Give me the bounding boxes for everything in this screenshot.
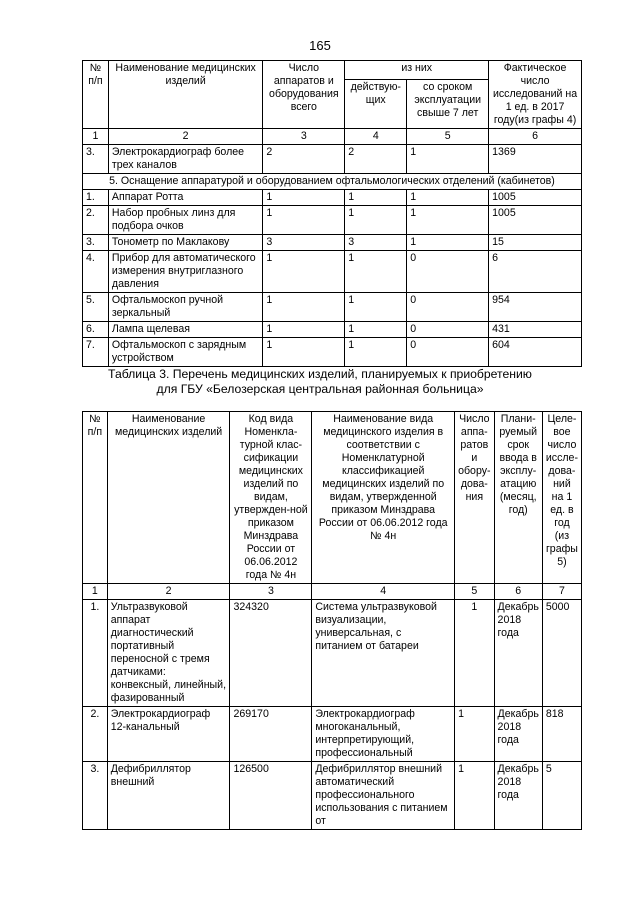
row-num: 3. xyxy=(83,235,109,251)
column-number: 3 xyxy=(263,129,345,145)
row-old: 1 xyxy=(407,145,489,174)
table-row xyxy=(83,600,582,707)
row-old: 1 xyxy=(407,235,489,251)
row-actual: 954 xyxy=(489,293,582,322)
header-count: Число аппа-ратов и обору-дова-ния xyxy=(455,412,494,584)
row-actual: 15 xyxy=(489,235,582,251)
row-code: 126500 xyxy=(230,762,312,830)
row-name: Электрокардиограф более трех каналов xyxy=(108,145,262,174)
header-num: № п/п xyxy=(83,412,108,584)
table-row xyxy=(83,145,582,174)
table-row xyxy=(83,293,582,322)
column-number: 4 xyxy=(345,129,407,145)
section-heading: 5. Оснащение аппаратурой и оборудованием офтальмологических отделений (кабинетов) xyxy=(83,174,582,190)
header-target: Целе-вое число иссле-дова-ний на 1 ед. в год (из графы 5) xyxy=(542,412,581,584)
table-row xyxy=(83,338,582,367)
table-row xyxy=(83,322,582,338)
row-num: 5. xyxy=(83,293,109,322)
row-active: 1 xyxy=(345,190,407,206)
row-old: 0 xyxy=(407,293,489,322)
table-row xyxy=(83,235,582,251)
row-num: 3. xyxy=(83,145,109,174)
row-actual: 1005 xyxy=(489,190,582,206)
column-number: 6 xyxy=(494,584,542,600)
table-row xyxy=(83,251,582,293)
header-of-which: из них xyxy=(345,61,489,80)
table-caption-line-1: Таблица 3. Перечень медицинских изделий, планируемых к приобретению xyxy=(108,367,532,381)
row-count: 1 xyxy=(263,293,345,322)
header-actual: Фактическое число исследований на 1 ед. в 2017 году(из графы 4) xyxy=(489,61,582,129)
row-num: 6. xyxy=(83,322,109,338)
row-active: 2 xyxy=(345,145,407,174)
planned-purchases-table xyxy=(82,411,582,830)
header-active: действую-щих xyxy=(345,79,407,128)
row-term: Декабрь 2018 года xyxy=(494,600,542,707)
table-caption-line-2: для ГБУ «Белозерская центральная районная больница» xyxy=(156,382,484,396)
table-row xyxy=(83,206,582,235)
header-kind: Наименование вида медицинского изделия в соответствии с Номенклатурной классификацией медицинских изделий по видам, утвержденной приказом Минздрава России от 06.06.2012 года № 4н xyxy=(312,412,455,584)
row-code: 269170 xyxy=(230,707,312,762)
row-active: 1 xyxy=(345,293,407,322)
row-name: Офтальмоскоп с зарядным устройством xyxy=(108,338,262,367)
page-number: 165 xyxy=(309,38,331,53)
row-target: 5000 xyxy=(542,600,581,707)
column-number: 4 xyxy=(312,584,455,600)
row-old: 1 xyxy=(407,190,489,206)
row-old: 1 xyxy=(407,206,489,235)
row-name: Набор пробных линз для подбора очков xyxy=(108,206,262,235)
row-actual: 6 xyxy=(489,251,582,293)
row-term: Декабрь 2018 года xyxy=(494,762,542,830)
row-count: 3 xyxy=(263,235,345,251)
row-name: Аппарат Ротта xyxy=(108,190,262,206)
header-count: Число аппаратов и оборудования всего xyxy=(263,61,345,129)
row-num: 4. xyxy=(83,251,109,293)
column-number: 5 xyxy=(455,584,494,600)
row-actual: 604 xyxy=(489,338,582,367)
row-name: Лампа щелевая xyxy=(108,322,262,338)
row-count: 1 xyxy=(263,338,345,367)
row-count: 1 xyxy=(263,322,345,338)
row-name: Дефибриллятор внешний xyxy=(107,762,230,830)
row-num: 2. xyxy=(83,206,109,235)
row-actual: 431 xyxy=(489,322,582,338)
header-name: Наименование медицинских изделий xyxy=(107,412,230,584)
row-name: Тонометр по Маклакову xyxy=(108,235,262,251)
column-number: 1 xyxy=(83,584,108,600)
row-count: 1 xyxy=(263,251,345,293)
table-row xyxy=(83,762,582,830)
row-active: 3 xyxy=(345,235,407,251)
row-count: 1 xyxy=(263,206,345,235)
column-number: 7 xyxy=(542,584,581,600)
row-old: 0 xyxy=(407,251,489,293)
row-count: 1 xyxy=(455,707,494,762)
column-number: 3 xyxy=(230,584,312,600)
row-active: 1 xyxy=(345,206,407,235)
row-count: 1 xyxy=(455,762,494,830)
row-term: Декабрь 2018 года xyxy=(494,707,542,762)
row-count: 2 xyxy=(263,145,345,174)
row-kind: Система ультразвуковой визуализации, универсальная, с питанием от батареи xyxy=(312,600,455,707)
row-num: 2. xyxy=(83,707,108,762)
row-old: 0 xyxy=(407,338,489,367)
row-active: 1 xyxy=(345,251,407,293)
column-number: 6 xyxy=(489,129,582,145)
row-count: 1 xyxy=(263,190,345,206)
row-old: 0 xyxy=(407,322,489,338)
column-number: 2 xyxy=(108,129,262,145)
row-target: 5 xyxy=(542,762,581,830)
row-num: 7. xyxy=(83,338,109,367)
row-count: 1 xyxy=(455,600,494,707)
row-name: Прибор для автоматического измерения внутриглазного давления xyxy=(108,251,262,293)
row-kind: Электрокардиограф многоканальный, интерпретирующий, профессиональный xyxy=(312,707,455,762)
column-number: 5 xyxy=(407,129,489,145)
header-old: со сроком эксплуатации свыше 7 лет xyxy=(407,79,489,128)
row-code: 324320 xyxy=(230,600,312,707)
table-row xyxy=(83,190,582,206)
row-actual: 1369 xyxy=(489,145,582,174)
row-num: 1. xyxy=(83,600,108,707)
row-actual: 1005 xyxy=(489,206,582,235)
row-num: 1. xyxy=(83,190,109,206)
header-num: № п/п xyxy=(83,61,109,129)
row-active: 1 xyxy=(345,338,407,367)
column-number: 2 xyxy=(107,584,230,600)
row-num: 3. xyxy=(83,762,108,830)
equipment-table xyxy=(82,60,582,367)
header-term: Плани-руемый срок ввода в эксплу-атацию (месяц, год) xyxy=(494,412,542,584)
row-name: Ультразвуковой аппарат диагностический портативный переносной с тремя датчиками: конвексный, линейный, фазированный xyxy=(107,600,230,707)
row-name: Электрокардиограф 12-канальный xyxy=(107,707,230,762)
row-kind: Дефибриллятор внешний автоматический профессионального использования с питанием от xyxy=(312,762,455,830)
column-number: 1 xyxy=(83,129,109,145)
row-name: Офтальмоскоп ручной зеркальный xyxy=(108,293,262,322)
header-code: Код вида Номенкла-турной клас-сификации медицинских изделий по видам, утвержден-ной приказом Минздрава России от 06.06.2012 года № 4н xyxy=(230,412,312,584)
row-active: 1 xyxy=(345,322,407,338)
table-row xyxy=(83,707,582,762)
header-name: Наименование медицинских изделий xyxy=(108,61,262,129)
row-target: 818 xyxy=(542,707,581,762)
